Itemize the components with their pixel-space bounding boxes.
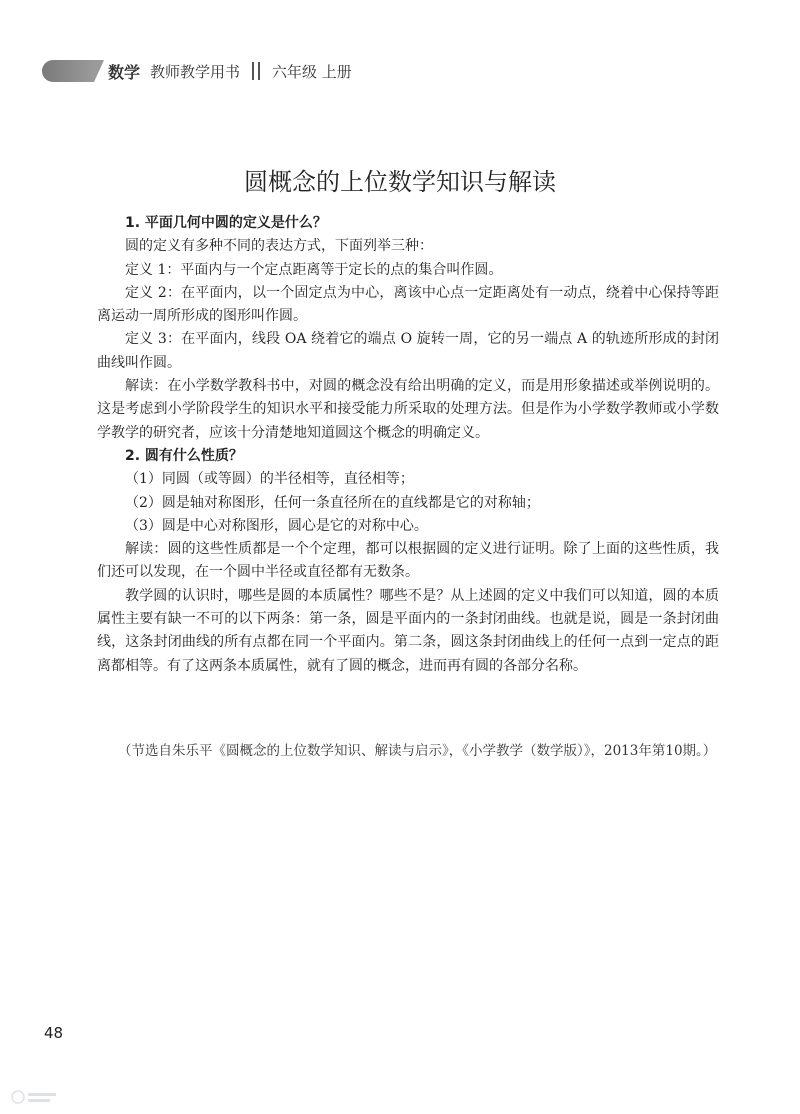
page-number: 48 xyxy=(44,1024,64,1042)
section1-commentary: 解读：在小学数学教科书中，对圆的概念没有给出明确的定义，而是用形象描述或举例说明的。这是考虑到小学阶段学生的知识水平和接受能力所采取的处理方法。但是作为小学数学教师或小学数学教学的研究者，应该十分清楚地知道圆这个概念的明确定义。 xyxy=(97,378,719,441)
definition-3: 定义 3：在平面内，线段 OA 绕着它的端点 O 旋转一周，它的另一端点 A 的轨迹所形成的封闭曲线叫作圆。 xyxy=(97,331,719,371)
page-title: 圆概念的上位数学知识与解读 xyxy=(244,168,556,196)
header-decor-bar xyxy=(42,60,94,82)
section1-heading: 1. 平面几何中圆的定义是什么？ xyxy=(125,215,327,231)
running-header xyxy=(108,60,352,82)
header-book: 教师教学用书 xyxy=(150,62,241,81)
header-subject: 数学 xyxy=(108,62,141,82)
article-body xyxy=(97,212,719,678)
definition-2: 定义 2：在平面内，以一个固定点为中心，离该中心点一定距离处有一动点，绕着中心保持等距离运动一周所形成的图形叫作圆。 xyxy=(97,284,719,325)
header-separator xyxy=(252,62,260,80)
property-item: （2）圆是轴对称图形，任何一条直径所在的直线都是它的对称轴； xyxy=(125,494,540,511)
section2-paragraph: 教学圆的认识时，哪些是圆的本质属性？哪些不是？从上述圆的定义中我们可以知道，圆的本质属性主要有缺一不可的以下两条：第一条，圆是平面内的一条封闭曲线。也就是说，圆是一条封闭曲线，这条封闭曲线的所有点都在同一个平面内。第二条，圆这条封闭曲线上的任何一点到一定点的距离都相等。有了这两条本质属性，就有了圆的概念，进而再有圆的各部分名称。 xyxy=(97,587,719,674)
source-note: （节选自朱乐平《圆概念的上位数学知识、解读与启示》，《小学教学（数学版）》，2013年第10期。） xyxy=(118,743,717,759)
section2-heading: 2. 圆有什么性质？ xyxy=(125,447,243,464)
property-item: （1）同圆（或等圆）的半径相等，直径相等； xyxy=(125,471,414,488)
definition-1: 定义 1：平面内与一个定点距离等于定长的点的集合叫作圆。 xyxy=(125,261,503,278)
section2-commentary: 解读：圆的这些性质都是一个个定理，都可以根据圆的定义进行证明。除了上面的这些性质，我们还可以发现，在一个圆中半径或直径都有无数条。 xyxy=(97,541,719,581)
section1-intro: 圆的定义有多种不同的表达方式，下面列举三种： xyxy=(125,238,433,255)
watermark-logo xyxy=(10,1088,60,1106)
header-grade: 六年级 上册 xyxy=(272,62,352,81)
property-item: （3）圆是中心对称图形，圆心是它的对称中心。 xyxy=(125,517,428,534)
